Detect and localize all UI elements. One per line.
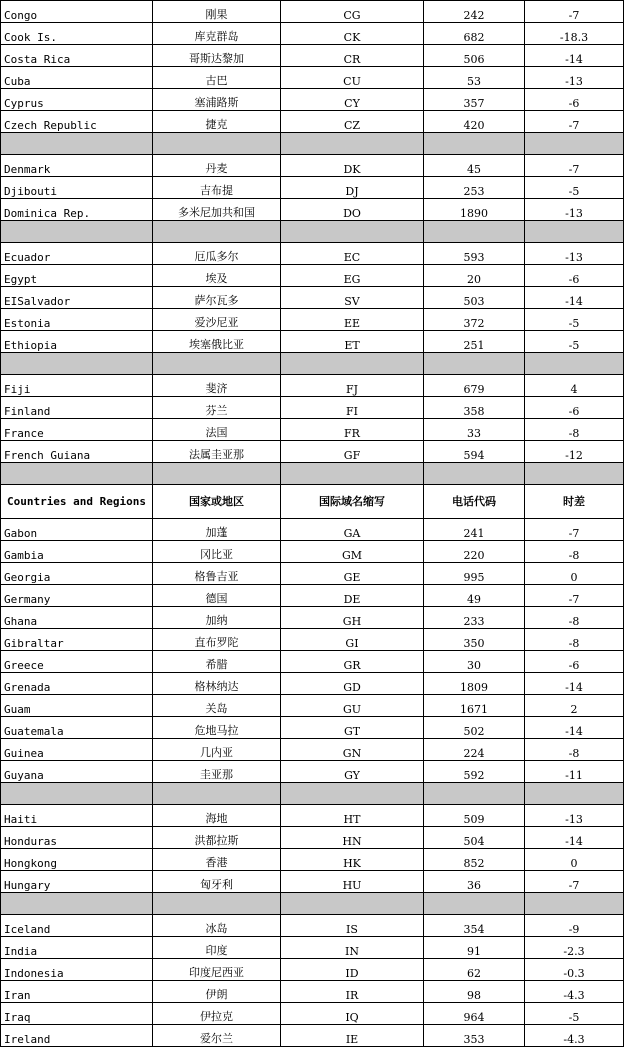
country-name-cn: 埃塞俄比亚	[153, 331, 281, 353]
domain-code: DE	[281, 585, 424, 607]
table-row	[1, 871, 624, 893]
domain-code: HT	[281, 805, 424, 827]
domain-code: EE	[281, 309, 424, 331]
domain-code: GE	[281, 563, 424, 585]
country-name-en: Dominica Rep.	[1, 199, 153, 221]
time-difference: -6	[525, 651, 624, 673]
table-row	[1, 541, 624, 563]
domain-code: GT	[281, 717, 424, 739]
time-difference: 0	[525, 849, 624, 871]
table-row	[1, 419, 624, 441]
separator-cell	[153, 221, 281, 243]
phone-code: 53	[424, 67, 525, 89]
country-name-en: Finland	[1, 397, 153, 419]
domain-code: IQ	[281, 1003, 424, 1025]
country-name-en: Germany	[1, 585, 153, 607]
country-name-cn: 印度	[153, 937, 281, 959]
separator-cell	[281, 783, 424, 805]
separator-row	[1, 221, 624, 243]
country-name-cn: 芬兰	[153, 397, 281, 419]
country-name-cn: 香港	[153, 849, 281, 871]
country-name-cn: 冈比亚	[153, 541, 281, 563]
separator-cell	[281, 133, 424, 155]
phone-code: 30	[424, 651, 525, 673]
phone-code: 251	[424, 331, 525, 353]
phone-code: 593	[424, 243, 525, 265]
domain-code: GY	[281, 761, 424, 783]
domain-code: EC	[281, 243, 424, 265]
separator-cell	[153, 463, 281, 485]
separator-cell	[525, 893, 624, 915]
domain-code: FI	[281, 397, 424, 419]
table-row	[1, 177, 624, 199]
country-name-en: Guinea	[1, 739, 153, 761]
table-row	[1, 309, 624, 331]
country-name-en: Haiti	[1, 805, 153, 827]
separator-cell	[281, 463, 424, 485]
country-name-en: Congo	[1, 1, 153, 23]
domain-code: CK	[281, 23, 424, 45]
country-name-en: Hungary	[1, 871, 153, 893]
separator-cell	[281, 893, 424, 915]
phone-code: 20	[424, 265, 525, 287]
header-country-name-cn: 国家或地区	[153, 485, 281, 519]
country-name-cn: 捷克	[153, 111, 281, 133]
time-difference: -13	[525, 243, 624, 265]
table-row	[1, 959, 624, 981]
table-row	[1, 1003, 624, 1025]
separator-cell	[525, 783, 624, 805]
phone-code: 995	[424, 563, 525, 585]
country-name-cn: 德国	[153, 585, 281, 607]
phone-code: 91	[424, 937, 525, 959]
table-row	[1, 397, 624, 419]
country-name-en: India	[1, 937, 153, 959]
separator-cell	[281, 353, 424, 375]
table-row	[1, 265, 624, 287]
table-row	[1, 695, 624, 717]
country-name-en: EISalvador	[1, 287, 153, 309]
phone-code: 241	[424, 519, 525, 541]
domain-code: GM	[281, 541, 424, 563]
separator-row	[1, 893, 624, 915]
phone-code: 233	[424, 607, 525, 629]
country-name-en: Denmark	[1, 155, 153, 177]
country-name-en: Djibouti	[1, 177, 153, 199]
domain-code: ID	[281, 959, 424, 981]
separator-cell	[424, 133, 525, 155]
domain-code: IE	[281, 1025, 424, 1047]
domain-code: GD	[281, 673, 424, 695]
table-row	[1, 1, 624, 23]
country-name-cn: 塞浦路斯	[153, 89, 281, 111]
table-row	[1, 673, 624, 695]
phone-code: 682	[424, 23, 525, 45]
domain-code: CY	[281, 89, 424, 111]
phone-code: 592	[424, 761, 525, 783]
separator-cell	[153, 353, 281, 375]
table-row	[1, 23, 624, 45]
time-difference: -12	[525, 441, 624, 463]
separator-row	[1, 783, 624, 805]
time-difference: -5	[525, 309, 624, 331]
time-difference: -6	[525, 265, 624, 287]
country-name-cn: 爱尔兰	[153, 1025, 281, 1047]
time-difference: -14	[525, 717, 624, 739]
time-difference: 2	[525, 695, 624, 717]
country-name-en: Gabon	[1, 519, 153, 541]
header-domain-code: 国际域名缩写	[281, 485, 424, 519]
country-name-en: Gambia	[1, 541, 153, 563]
table-row	[1, 155, 624, 177]
time-difference: -18.3	[525, 23, 624, 45]
time-difference: -5	[525, 331, 624, 353]
separator-row	[1, 133, 624, 155]
domain-code: GF	[281, 441, 424, 463]
domain-code: FR	[281, 419, 424, 441]
phone-code: 1809	[424, 673, 525, 695]
country-name-en: Indonesia	[1, 959, 153, 981]
time-difference: -14	[525, 673, 624, 695]
header-country-name-en: Countries and Regions	[1, 485, 153, 519]
domain-code: IR	[281, 981, 424, 1003]
header-phone-code: 电话代码	[424, 485, 525, 519]
table-row	[1, 199, 624, 221]
time-difference: 0	[525, 563, 624, 585]
country-name-cn: 加纳	[153, 607, 281, 629]
country-name-en: Guyana	[1, 761, 153, 783]
domain-code: GN	[281, 739, 424, 761]
country-name-en: Guam	[1, 695, 153, 717]
time-difference: 4	[525, 375, 624, 397]
separator-cell	[1, 783, 153, 805]
table-row	[1, 519, 624, 541]
time-difference: -14	[525, 827, 624, 849]
phone-code: 852	[424, 849, 525, 871]
time-difference: -4.3	[525, 981, 624, 1003]
table-row	[1, 45, 624, 67]
table-body	[1, 1, 624, 1047]
domain-code: GI	[281, 629, 424, 651]
time-difference: -2.3	[525, 937, 624, 959]
phone-code: 357	[424, 89, 525, 111]
phone-code: 1890	[424, 199, 525, 221]
country-name-cn: 圭亚那	[153, 761, 281, 783]
country-name-cn: 哥斯达黎加	[153, 45, 281, 67]
time-difference: -14	[525, 287, 624, 309]
country-name-en: Egypt	[1, 265, 153, 287]
country-name-en: Georgia	[1, 563, 153, 585]
phone-code: 45	[424, 155, 525, 177]
domain-code: CG	[281, 1, 424, 23]
table-row	[1, 67, 624, 89]
domain-code: GU	[281, 695, 424, 717]
separator-cell	[424, 463, 525, 485]
time-difference: -7	[525, 519, 624, 541]
time-difference: -11	[525, 761, 624, 783]
time-difference: -8	[525, 607, 624, 629]
table-row	[1, 761, 624, 783]
domain-code: HK	[281, 849, 424, 871]
domain-code: CU	[281, 67, 424, 89]
separator-cell	[525, 133, 624, 155]
time-difference: -7	[525, 155, 624, 177]
time-difference: -13	[525, 805, 624, 827]
separator-cell	[281, 221, 424, 243]
separator-cell	[153, 133, 281, 155]
separator-row	[1, 353, 624, 375]
phone-code: 506	[424, 45, 525, 67]
country-name-en: French Guiana	[1, 441, 153, 463]
country-name-cn: 希腊	[153, 651, 281, 673]
domain-code: IS	[281, 915, 424, 937]
country-name-cn: 库克群岛	[153, 23, 281, 45]
country-name-cn: 关岛	[153, 695, 281, 717]
country-name-cn: 多米尼加共和国	[153, 199, 281, 221]
country-name-cn: 丹麦	[153, 155, 281, 177]
time-difference: -5	[525, 177, 624, 199]
country-name-en: Estonia	[1, 309, 153, 331]
country-name-en: Iraq	[1, 1003, 153, 1025]
separator-cell	[525, 353, 624, 375]
time-difference: -0.3	[525, 959, 624, 981]
domain-code: ET	[281, 331, 424, 353]
time-difference: -7	[525, 585, 624, 607]
country-name-en: Honduras	[1, 827, 153, 849]
header-time-difference: 时差	[525, 485, 624, 519]
country-name-cn: 法国	[153, 419, 281, 441]
time-difference: -4.3	[525, 1025, 624, 1047]
country-name-en: Greece	[1, 651, 153, 673]
domain-code: SV	[281, 287, 424, 309]
country-name-en: Ireland	[1, 1025, 153, 1047]
phone-code: 679	[424, 375, 525, 397]
country-name-cn: 吉布提	[153, 177, 281, 199]
phone-code: 98	[424, 981, 525, 1003]
time-difference: -6	[525, 89, 624, 111]
country-name-cn: 格鲁吉亚	[153, 563, 281, 585]
phone-code: 242	[424, 1, 525, 23]
country-name-en: Cook Is.	[1, 23, 153, 45]
phone-code: 36	[424, 871, 525, 893]
phone-code: 224	[424, 739, 525, 761]
table-row	[1, 441, 624, 463]
phone-code: 33	[424, 419, 525, 441]
country-name-en: Cuba	[1, 67, 153, 89]
table-row	[1, 1025, 624, 1047]
table-row	[1, 331, 624, 353]
domain-code: CR	[281, 45, 424, 67]
country-name-cn: 萨尔瓦多	[153, 287, 281, 309]
country-name-en: Czech Republic	[1, 111, 153, 133]
domain-code: GH	[281, 607, 424, 629]
time-difference: -7	[525, 111, 624, 133]
country-name-cn: 伊朗	[153, 981, 281, 1003]
phone-code: 509	[424, 805, 525, 827]
header-row	[1, 485, 624, 519]
time-difference: -7	[525, 871, 624, 893]
domain-code: HU	[281, 871, 424, 893]
separator-cell	[153, 893, 281, 915]
phone-code: 504	[424, 827, 525, 849]
country-name-en: Guatemala	[1, 717, 153, 739]
country-name-cn: 格林纳达	[153, 673, 281, 695]
table-row	[1, 981, 624, 1003]
domain-code: DO	[281, 199, 424, 221]
country-name-en: Fiji	[1, 375, 153, 397]
phone-code: 220	[424, 541, 525, 563]
phone-code: 358	[424, 397, 525, 419]
country-name-cn: 匈牙利	[153, 871, 281, 893]
separator-row	[1, 463, 624, 485]
domain-code: DK	[281, 155, 424, 177]
table-row	[1, 563, 624, 585]
phone-code: 350	[424, 629, 525, 651]
separator-cell	[1, 221, 153, 243]
time-difference: -6	[525, 397, 624, 419]
time-difference: -8	[525, 739, 624, 761]
domain-code: FJ	[281, 375, 424, 397]
time-difference: -8	[525, 541, 624, 563]
country-name-en: Iceland	[1, 915, 153, 937]
country-name-cn: 法属圭亚那	[153, 441, 281, 463]
separator-cell	[424, 353, 525, 375]
phone-code: 62	[424, 959, 525, 981]
country-name-cn: 古巴	[153, 67, 281, 89]
separator-cell	[525, 463, 624, 485]
separator-cell	[1, 353, 153, 375]
table-row	[1, 243, 624, 265]
phone-code: 420	[424, 111, 525, 133]
domain-code: GA	[281, 519, 424, 541]
table-row	[1, 805, 624, 827]
separator-cell	[424, 783, 525, 805]
phone-code: 1671	[424, 695, 525, 717]
phone-code: 354	[424, 915, 525, 937]
time-difference: -8	[525, 419, 624, 441]
time-difference: -5	[525, 1003, 624, 1025]
phone-code: 253	[424, 177, 525, 199]
phone-code: 353	[424, 1025, 525, 1047]
time-difference: -14	[525, 45, 624, 67]
country-name-en: Ecuador	[1, 243, 153, 265]
country-name-cn: 印度尼西亚	[153, 959, 281, 981]
table-row	[1, 585, 624, 607]
separator-cell	[153, 783, 281, 805]
country-name-cn: 冰岛	[153, 915, 281, 937]
separator-cell	[1, 133, 153, 155]
domain-code: EG	[281, 265, 424, 287]
country-name-cn: 厄瓜多尔	[153, 243, 281, 265]
phone-code: 49	[424, 585, 525, 607]
country-name-en: Ghana	[1, 607, 153, 629]
country-name-cn: 加蓬	[153, 519, 281, 541]
domain-code: DJ	[281, 177, 424, 199]
table-row	[1, 89, 624, 111]
domain-code: GR	[281, 651, 424, 673]
table-row	[1, 375, 624, 397]
table-row	[1, 717, 624, 739]
country-name-en: Gibraltar	[1, 629, 153, 651]
country-name-en: Iran	[1, 981, 153, 1003]
separator-cell	[525, 221, 624, 243]
country-name-cn: 直布罗陀	[153, 629, 281, 651]
separator-cell	[424, 221, 525, 243]
domain-code: IN	[281, 937, 424, 959]
table-row	[1, 651, 624, 673]
country-name-cn: 洪都拉斯	[153, 827, 281, 849]
domain-code: HN	[281, 827, 424, 849]
table-row	[1, 629, 624, 651]
country-name-en: Ethiopia	[1, 331, 153, 353]
country-name-cn: 几内亚	[153, 739, 281, 761]
phone-code: 594	[424, 441, 525, 463]
country-name-cn: 海地	[153, 805, 281, 827]
country-name-en: Cyprus	[1, 89, 153, 111]
separator-cell	[1, 463, 153, 485]
table-row	[1, 915, 624, 937]
separator-cell	[424, 893, 525, 915]
table-row	[1, 849, 624, 871]
country-name-cn: 埃及	[153, 265, 281, 287]
time-difference: -9	[525, 915, 624, 937]
country-name-en: Costa Rica	[1, 45, 153, 67]
time-difference: -8	[525, 629, 624, 651]
country-name-en: France	[1, 419, 153, 441]
time-difference: -13	[525, 67, 624, 89]
phone-code: 503	[424, 287, 525, 309]
country-name-cn: 伊拉克	[153, 1003, 281, 1025]
phone-code: 964	[424, 1003, 525, 1025]
time-difference: -13	[525, 199, 624, 221]
phone-code: 372	[424, 309, 525, 331]
country-name-en: Hongkong	[1, 849, 153, 871]
country-name-cn: 斐济	[153, 375, 281, 397]
country-name-cn: 危地马拉	[153, 717, 281, 739]
country-name-en: Grenada	[1, 673, 153, 695]
table-row	[1, 739, 624, 761]
phone-code: 502	[424, 717, 525, 739]
table-row	[1, 287, 624, 309]
time-difference: -7	[525, 1, 624, 23]
table-row	[1, 607, 624, 629]
table-row	[1, 111, 624, 133]
separator-cell	[1, 893, 153, 915]
table-row	[1, 827, 624, 849]
country-name-cn: 刚果	[153, 1, 281, 23]
domain-code: CZ	[281, 111, 424, 133]
country-name-cn: 爱沙尼亚	[153, 309, 281, 331]
table-row	[1, 937, 624, 959]
